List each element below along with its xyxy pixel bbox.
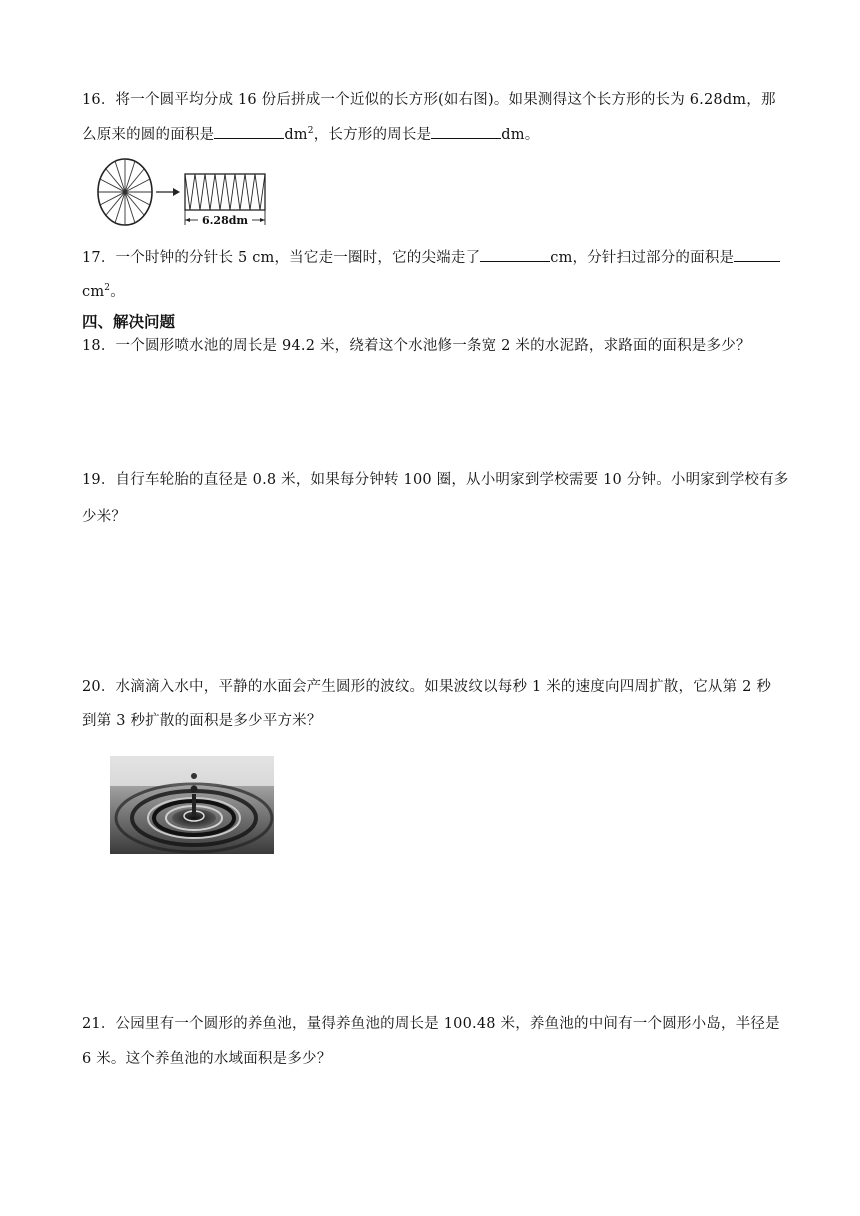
q16-text-a: 么原来的圆的面积是 (82, 127, 215, 143)
water-drop (191, 786, 198, 793)
q17-answer-blank-distance[interactable] (480, 247, 550, 262)
q16-sup-a: 2 (307, 126, 314, 136)
dim-arrow-right (260, 218, 265, 222)
section-title: 四、解决问题 (82, 313, 176, 331)
q16-unit-a: dm (284, 127, 308, 143)
q17-text-b: cm，分针扫过部分的面积是 (550, 250, 735, 266)
q16-circle-rectangle-figure (96, 157, 272, 229)
rectangle-zigzag (185, 174, 265, 210)
q16-line1: 16．将一个圆平均分成 16 份后拼成一个近似的长方形(如右图)。如果测得这个长方形的长为 6.28dm，那 (82, 92, 776, 108)
q17-sup: 2 (104, 283, 111, 293)
q17-unit: cm (82, 284, 105, 300)
q20-line1: 20．水滴滴入水中，平静的水面会产生圆形的波纹。如果波纹以每秒 1 米的速度向四周扩散，它从第 2 秒 (82, 679, 772, 695)
water-ripple-image (110, 756, 274, 854)
q16-figure-length-label: 6.28dm (201, 214, 249, 227)
q17-text-a: 17．一个时钟的分针长 5 cm，当它走一圈时，它的尖端走了 (82, 250, 481, 266)
q19-line1: 19．自行车轮胎的直径是 0.8 米，如果每分钟转 100 圈，从小明家到学校需要 10 分钟。小明家到学校有多 (82, 472, 789, 488)
q21-line1: 21．公园里有一个圆形的养鱼池，量得养鱼池的周长是 100.48 米，养鱼池的中间有一个圆形小岛，半径是 (82, 1016, 780, 1032)
q16-line2 (82, 124, 812, 145)
q17-answer-blank-area[interactable] (734, 247, 780, 262)
q16-answer-blank-area[interactable] (214, 124, 284, 139)
q20-line2: 到第 3 秒扩散的面积是多少平方米？ (82, 713, 322, 729)
q19-line2: 少米？ (82, 509, 127, 525)
q17-end: 。 (110, 284, 125, 300)
q16-unit-b: dm。 (501, 127, 540, 143)
q18-line1: 18．一个圆形喷水池的周长是 94.2 米，绕着这个水池修一条宽 2 米的水泥路，求路面的面积是多少？ (82, 338, 751, 354)
q16-text-b: ，长方形的周长是 (313, 127, 432, 143)
rectangle-shape (185, 174, 265, 210)
arrow-head (173, 188, 180, 196)
q21-line2: 6 米。这个养鱼池的水域面积是多少？ (82, 1051, 332, 1067)
dim-arrow-left (185, 218, 190, 222)
q17-line1 (82, 247, 812, 268)
q17-line2 (82, 282, 812, 302)
q16-answer-blank-perimeter[interactable] (431, 124, 501, 139)
